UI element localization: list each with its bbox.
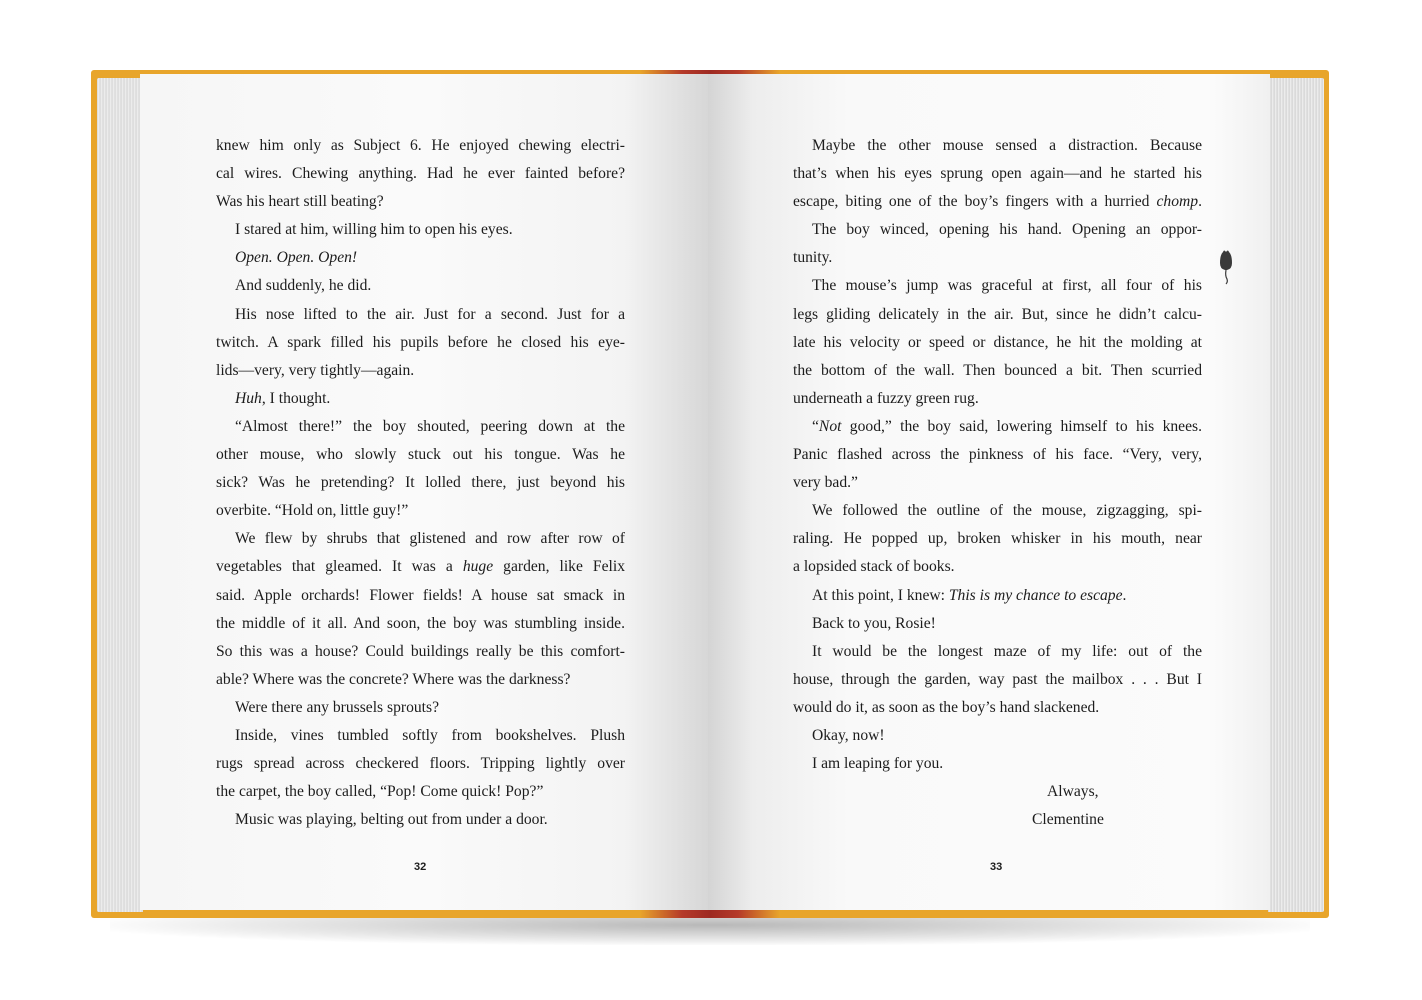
text-line: Back to you, Rosie! <box>812 614 936 632</box>
text-line: The mouse’s jump was graceful at first, all four of his <box>812 277 1202 295</box>
text-line: vegetables that gleamed. It was a huge garden, like Felix <box>216 558 625 576</box>
text-line: And suddenly, he did. <box>235 277 372 295</box>
text-line: Music was playing, belting out from under a door. <box>235 811 548 829</box>
page-edges-right <box>1268 78 1324 912</box>
text-line: His nose lifted to the air. Just for a second. Just for a <box>235 305 625 323</box>
text-line: late his velocity or speed or distance, he hit the molding at <box>793 333 1202 351</box>
text-line: overbite. “Hold on, little guy!” <box>216 502 409 520</box>
text-line: tunity. <box>793 249 833 267</box>
text-line: legs gliding delicately in the air. But, since he didn’t calcu- <box>793 305 1202 323</box>
text-line: “Almost there!” the boy shouted, peering down at the <box>235 417 625 435</box>
text-line: escape, biting one of the boy’s fingers with a hurried chomp. <box>793 193 1202 211</box>
page-edges-left <box>97 78 143 912</box>
left-page <box>140 74 710 910</box>
text-line: would do it, as soon as the boy’s hand slackened. <box>793 698 1100 716</box>
text-line: I am leaping for you. <box>812 755 944 773</box>
text-line: raling. He popped up, broken whisker in his mouth, near <box>793 530 1202 548</box>
mouse-silhouette-icon <box>1218 249 1234 285</box>
text-line: very bad.” <box>793 474 858 492</box>
text-line: the carpet, the boy called, “Pop! Come quick! Pop?” <box>216 783 544 801</box>
text-line: rugs spread across checkered floors. Tripping lightly over <box>216 755 625 773</box>
text-line: I stared at him, willing him to open his eyes. <box>235 221 513 239</box>
text-line: We followed the outline of the mouse, zigzagging, spi- <box>812 502 1202 520</box>
text-line: underneath a fuzzy green rug. <box>793 389 979 407</box>
text-line: Was his heart still beating? <box>216 193 384 211</box>
text-line: cal wires. Chewing anything. Had he ever fainted before? <box>216 165 625 183</box>
text-line: Inside, vines tumbled softly from bookshelves. Plush <box>235 726 625 744</box>
text-line: “Not good,” the boy said, lowering himself to his knees. <box>812 417 1202 435</box>
text-line: Open. Open. Open! <box>235 249 358 267</box>
text-line: a lopsided stack of books. <box>793 558 955 576</box>
page-number: 33 <box>990 861 1003 873</box>
text-line: other mouse, who slowly stuck out his tongue. Was he <box>216 446 625 464</box>
page-number: 32 <box>414 861 427 873</box>
text-line: At this point, I knew: This is my chance to escape. <box>812 586 1127 604</box>
text-line: Maybe the other mouse sensed a distraction. Because <box>812 137 1202 154</box>
text-line: It would be the longest maze of my life: out of the <box>812 642 1202 660</box>
text-line: house, through the garden, way past the mailbox . . . But I <box>793 670 1202 688</box>
text-line: We flew by shrubs that glistened and row after row of <box>235 530 625 548</box>
text-line: that’s when his eyes sprung open again—and he started his <box>793 165 1202 183</box>
right-page <box>708 74 1270 910</box>
closing-line: Always, <box>1047 783 1099 801</box>
text-line: the middle of it all. And soon, the boy was stumbling inside. <box>216 614 625 632</box>
text-line: sick? Was he pretending? It lolled there, just beyond his <box>216 474 625 492</box>
left-page-text <box>216 132 625 834</box>
right-page-text <box>793 132 1202 834</box>
signature-line: Clementine <box>1032 811 1104 829</box>
text-line: twitch. A spark filled his pupils before he closed his eye- <box>216 333 625 351</box>
text-line: lids—very, very tightly—again. <box>216 361 415 379</box>
text-line: So this was a house? Could buildings really be this comfort- <box>216 642 625 660</box>
text-line: Okay, now! <box>812 726 885 744</box>
text-line: the bottom of the wall. Then bounced a bit. Then scurried <box>793 361 1202 379</box>
text-line: knew him only as Subject 6. He enjoyed chewing electri- <box>216 137 625 154</box>
text-line: The boy winced, opening his hand. Opening an oppor- <box>812 221 1202 239</box>
text-line: Huh, I thought. <box>235 389 331 407</box>
text-line: able? Where was the concrete? Where was the darkness? <box>216 670 571 688</box>
text-line: said. Apple orchards! Flower fields! A house sat smack in <box>216 586 625 604</box>
text-line: Were there any brussels sprouts? <box>235 698 439 716</box>
text-line: Panic flashed across the pinkness of his face. “Very, very, <box>793 446 1202 464</box>
